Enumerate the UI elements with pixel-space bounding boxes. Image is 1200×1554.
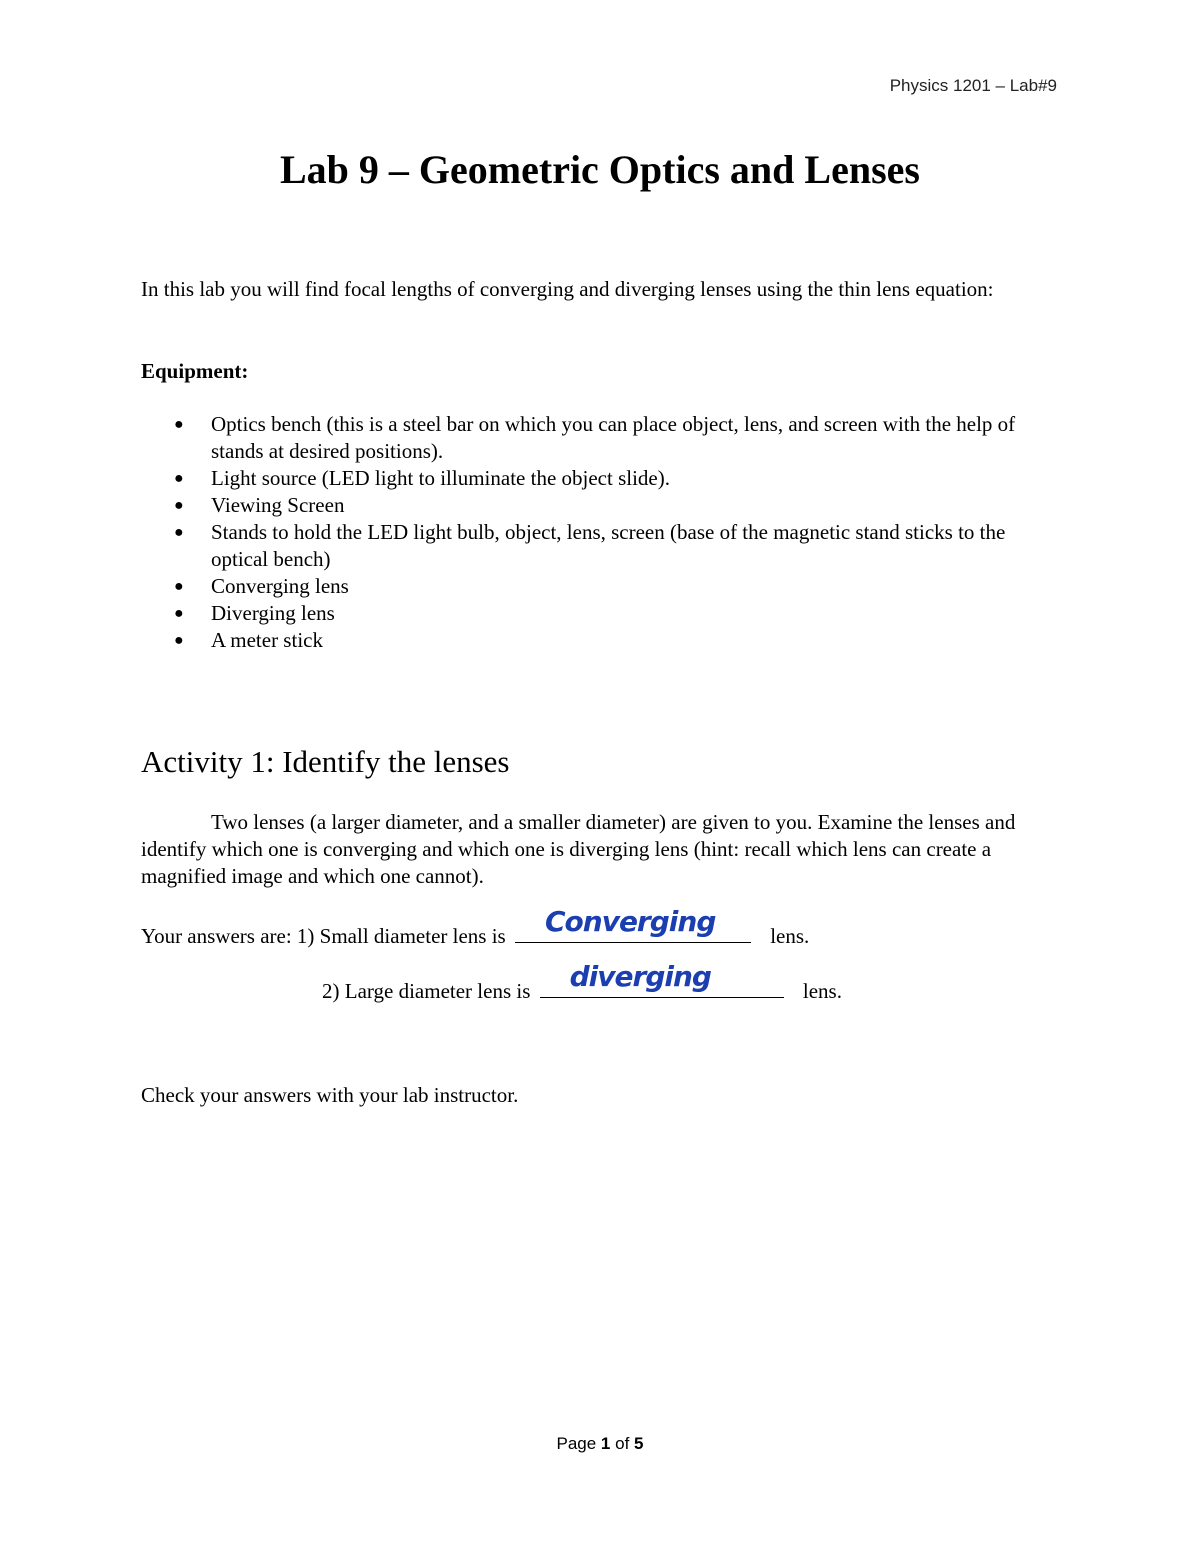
- answer-2-prefix: 2) Large diameter lens is: [322, 979, 531, 1003]
- page-title: Lab 9 – Geometric Optics and Lenses: [280, 147, 920, 192]
- activity-1-heading: Activity 1: Identify the lenses: [141, 744, 510, 779]
- bullet-icon: ●: [174, 524, 184, 541]
- list-item-text: Viewing Screen: [211, 493, 345, 517]
- list-item-text: A meter stick: [211, 628, 323, 652]
- answer-2-suffix: lens.: [802, 979, 842, 1003]
- bullet-icon: ●: [174, 416, 184, 433]
- answer-2-handwritten: diverging: [569, 960, 711, 993]
- list-item-text: Light source (LED light to illuminate the object slide).: [211, 466, 670, 490]
- bullet-icon: ●: [174, 470, 184, 487]
- list-item-text: Stands to hold the LED light bulb, object, lens, screen (base of the magnetic stand sticks to the optical bench): [211, 520, 1006, 571]
- list-item-text: Converging lens: [211, 574, 349, 598]
- bullet-icon: ●: [174, 632, 184, 649]
- list-item: [141, 573, 1061, 600]
- answer-1-blank: [515, 905, 751, 943]
- bullet-icon: ●: [174, 578, 184, 595]
- bullet-icon: ●: [174, 497, 184, 514]
- list-item: [141, 600, 1061, 627]
- page-total: 5: [634, 1434, 644, 1453]
- answer-1-handwritten: Converging: [544, 905, 716, 938]
- equipment-heading: Equipment:: [141, 359, 249, 383]
- list-item: [141, 627, 1061, 654]
- answer-2-blank: [540, 960, 784, 998]
- list-item: [141, 465, 1061, 492]
- list-item: [141, 411, 1061, 465]
- page-number: 1: [600, 1434, 611, 1453]
- check-instruction: Check your answers with your lab instructor.: [141, 1083, 519, 1107]
- activity-1-paragraph: Two lenses (a larger diameter, and a smaller diameter) are given to you. Examine the lenses and identify which one is converging and which one is diverging lens (hint: recall which lens can create a magnified image and which one cannot).: [141, 810, 1016, 888]
- answer-1-prefix: Your answers are: 1) Small diameter lens is: [141, 924, 506, 948]
- list-item-text: Diverging lens: [211, 601, 335, 625]
- list-item-text: Optics bench (this is a steel bar on which you can place object, lens, and screen with the help of stands at desired positions).: [211, 412, 1016, 463]
- answer-1-suffix: lens.: [770, 924, 810, 948]
- page-footer: [0, 1434, 1200, 1454]
- list-item: [141, 519, 1061, 573]
- of-label: of: [615, 1434, 630, 1453]
- page-header: Physics 1201 – Lab#9: [889, 76, 1057, 95]
- answer-1-line: [141, 905, 810, 950]
- answer-2-line: [322, 960, 842, 1005]
- intro-paragraph: In this lab you will find focal lengths of converging and diverging lenses using the thin lens equation:: [141, 277, 994, 301]
- page-label: Page: [556, 1434, 597, 1453]
- equipment-list: [141, 411, 1061, 654]
- bullet-icon: ●: [174, 605, 184, 622]
- list-item: [141, 492, 1061, 519]
